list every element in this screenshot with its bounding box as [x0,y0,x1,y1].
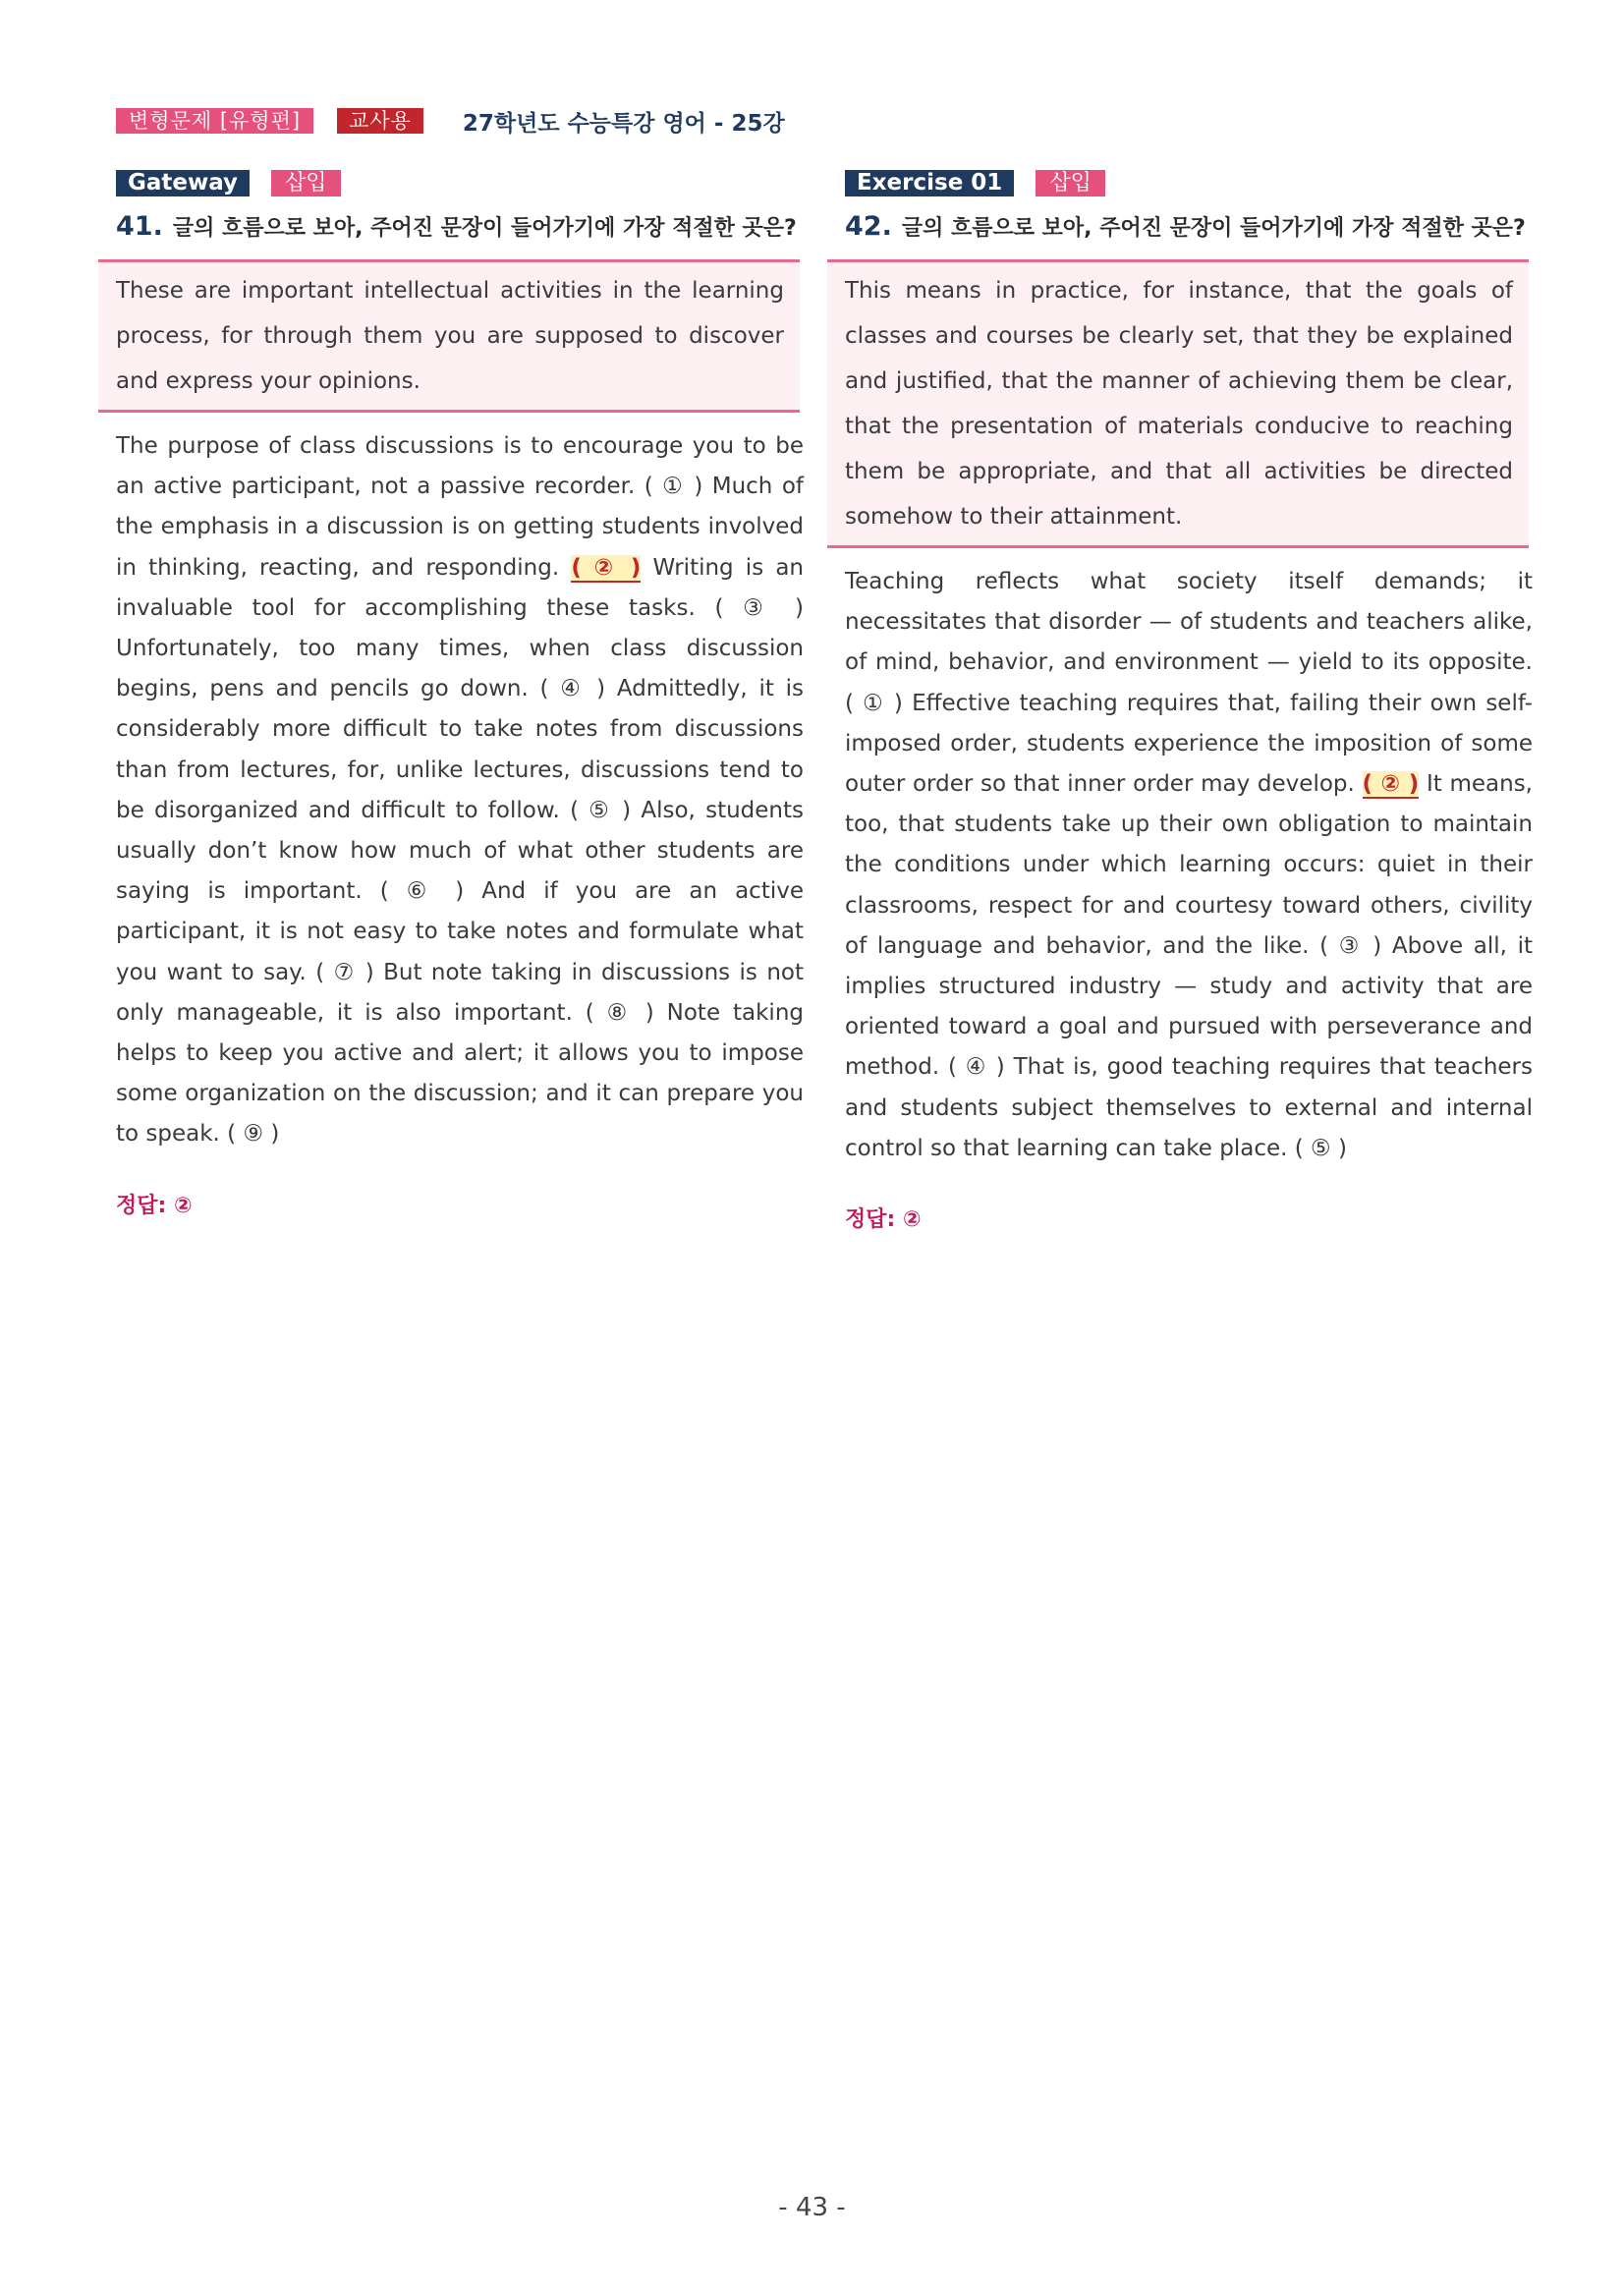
type-label: 삽입 [271,170,341,196]
given-sentence-box [98,259,800,413]
passage-part-2: It means, too, that students take up their own obligation to maintain the conditions under which learning occurs: quiet in their classrooms, respect for and courtesy toward others, civility of language and behavior, and the like. ( ③ ) Above all, it implies structured industry — study and activity that are oriented toward a goal and pursued with perseverance and method. ( ④ ) That is, good teaching requires that teachers and students subject themselves to external and internal control so that learning can take place. ( ⑤ ) [845,771,1533,1161]
passage-part-1: The purpose of class discussions is to encourage you to be an active participant, not a passive recorder. ( ① ) Much of the emphasis in a discussion is on getting students involved in thinking, reacting, and responding. [116,433,804,581]
question-number: 42. [845,211,892,242]
section-label: Gateway [116,170,250,196]
question-prompt [845,208,1533,248]
given-sentence-box [827,259,1529,548]
question-labels [845,169,1533,196]
question-text: 글의 흐름으로 보아, 주어진 문장이 들어가기에 가장 적절한 곳은? [901,216,1526,241]
right-column [845,169,1533,1233]
question-labels [116,169,804,196]
question-text: 글의 흐름으로 보아, 주어진 문장이 들어가기에 가장 적절한 곳은? [172,216,797,241]
passage-part-1: Teaching reflects what society itself demands; it necessitates that disorder — of students and teachers alike, of mind, behavior, and environment — yield to its opposite. ( ① ) Effective teaching requires that, failing their own self-imposed order, students experience the imposition of some outer order so that inner order may develop. [845,569,1533,798]
given-sentence: These are important intellectual activities in the learning process, for through them you are supposed to discover and express your opinions. [116,278,784,394]
answer-key: 정답: ② [116,1193,193,1218]
teacher-tag: 교사용 [337,108,423,134]
passage [116,426,804,1155]
question-prompt [116,208,804,248]
answer-position-mark: ( ② ) [1362,771,1420,798]
passage [845,562,1533,1169]
answer-key: 정답: ② [845,1207,922,1233]
page-number: - 43 - [778,2193,846,2222]
question-number: 41. [116,211,163,242]
page-header [116,106,785,136]
answer-position-mark: ( ② ) [571,554,642,581]
passage-part-2: Writing is an invaluable tool for accomplishing these tasks. ( ③ ) Unfortunately, too many times, when class discussion begins, pens and pencils go down. ( ④ ) Admittedly, it is considerably more difficult to take notes from discussions than from lectures, for, unlike lectures, discussions tend to be disorganized and difficult to follow. ( ⑤ ) Also, students usually don’t know how much of what other students are saying is important. ( ⑥ ) And if you are an active participant, it is not easy to take notes and formulate what you want to say. ( ⑦ ) But note taking in discussions is not only manageable, it is also important. ( ⑧ ) Note taking helps to keep you active and alert; it allows you to impose some organization on the discussion; and it can prepare you to speak. ( ⑨ ) [116,554,804,1148]
given-sentence: This means in practice, for instance, that the goals of classes and courses be clearly set, that they be explained and justified, that the manner of achieving them be clear, that the presentation of materials conducive to reaching them be appropriate, and that all activities be directed somehow to their attainment. [845,278,1513,530]
page-title: 27학년도 수능특강 영어 - 25강 [462,110,785,137]
type-label: 삽입 [1036,170,1105,196]
category-tag: 변형문제 [유형편] [116,108,313,134]
left-column [116,169,804,1219]
section-label: Exercise 01 [845,170,1014,196]
